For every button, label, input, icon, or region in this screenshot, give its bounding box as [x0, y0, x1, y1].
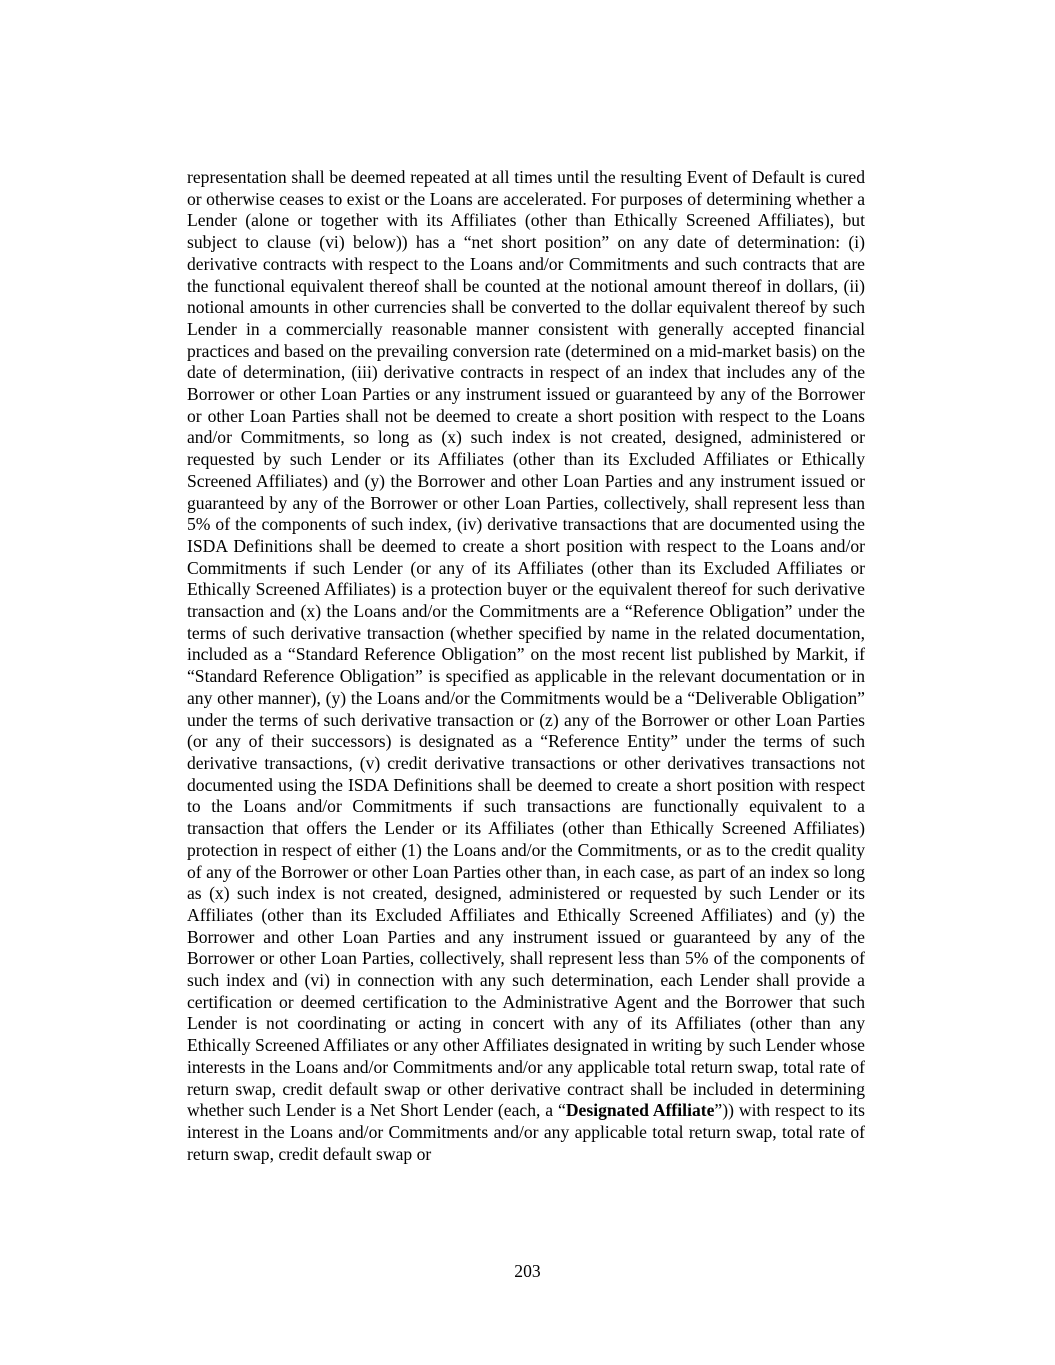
defined-term-designated-affiliate: Designated Affiliate [565, 1100, 715, 1121]
page-number: 203 [514, 1261, 541, 1281]
paragraph-text-part-2: ”)) with respect to its interest in the Loans and/or Commitments and/or any applicable total return swap, total rate of return swap, credit default swap or [187, 1100, 865, 1164]
paragraph [187, 167, 865, 1165]
paragraph-text-part-1: representation shall be deemed repeated at all times until the resulting Event of Default is cured or otherwise ceases to exist or the Loans are accelerated. For purposes of determining whether a Lender (alone or together with its Affiliates (other than Ethically Screened Affiliates), but subject to clause (vi) below)) has a “net short position” on any date of determination: (i) derivative contracts with respect to the Loans and/or Commitments and such contracts that are the functional equivalent thereof shall be counted at the notional amount thereof in dollars, (ii) notional amounts in other currencies shall be converted to the dollar equivalent thereof by such Lender in a commercially reasonable manner consistent with generally accepted financial practices and based on the prevailing conversion rate (determined on a mid-market basis) on the date of determination, (iii) derivative contracts in respect of an index that includes any of the Borrower or other Loan Parties or any instrument issued or guaranteed by any of the Borrower or other Loan Parties shall not be deemed to create a short position with respect to the Loans and/or Commitments, so long as (x) such index is not created, designed, administered or requested by such Lender or its Affiliates (other than its Excluded Affiliates or Ethically Screened Affiliates) and (y) the Borrower and other Loan Parties and any instrument issued or guaranteed by any of the Borrower or other Loan Parties, collectively, shall represent less than 5% of the components of such index, (iv) derivative transactions that are documented using the ISDA Definitions shall be deemed to create a short position with respect to the Loans and/or Commitments if such Lender (or any of its Affiliates (other than its Excluded Affiliates or Ethically Screened Affiliates) is a protection buyer or the equivalent thereof for such derivative transaction and (x) the Loans and/or the Commitments are a “Reference Obligation” under the terms of such derivative transaction (whether specified by name in the related documentation, included as a “Standard Reference Obligation” on the most recent list published by Markit, if “Standard Reference Obligation” is specified as applicable in the relevant documentation or in any other manner), (y) the Loans and/or the Commitments would be a “Deliverable Obligation” under the terms of such derivative transaction or (z) any of the Borrower or other Loan Parties (or any of their successors) is designated as a “Reference Entity” under the terms of such derivative transactions, (v) credit derivative transactions or other derivatives transactions not documented using the ISDA Definitions shall be deemed to create a short position with respect to the Loans and/or Commitments if such transactions are functionally equivalent to a transaction that offers the Lender or its Affiliates (other than Ethically Screened Affiliates) protection in respect of either (1) the Loans and/or the Commitments, or as to the credit quality of any of the Borrower or other Loan Parties other than, in each case, as part of an index so long as (x) such index is not created, designed, administered or requested by such Lender or its Affiliates (other than its Excluded Affiliates and Ethically Screened Affiliates) and (y) the Borrower and other Loan Parties and any instrument issued or guaranteed by any of the Borrower or other Loan Parties, collectively, shall represent less than 5% of the components of such index and (vi) in connection with any such determination, each Lender shall provide a certification or deemed certification to the Administrative Agent and the Borrower that such Lender is not coordinating or acting in concert with any of its Affiliates (other than any Ethically Screened Affiliates or any other Affiliates designated in writing by such Lender whose interests in the Loans and/or Commitments and/or any applicable total return swap, total rate of return swap, credit default swap or other derivative contract shall be included in determining whether such Lender is a Net Short Lender (each, a “ [187, 167, 865, 1121]
body-text [187, 167, 865, 1165]
